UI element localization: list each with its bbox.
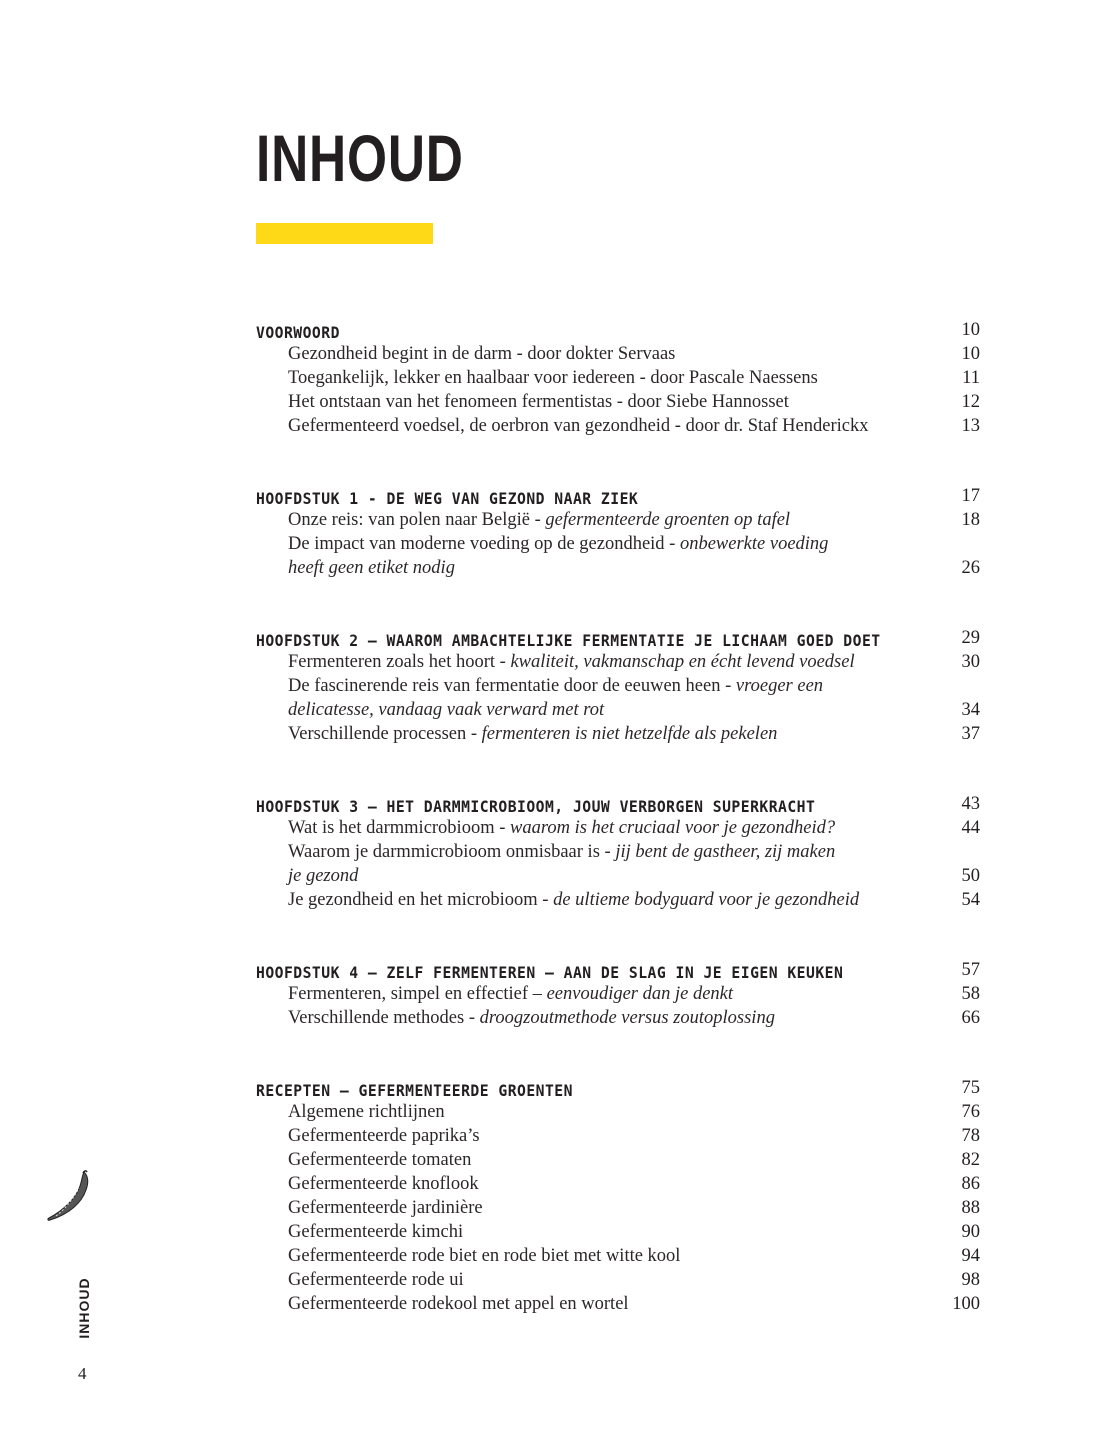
entry-title [288,532,828,556]
entry-title [288,1292,629,1316]
entry-subtitle: jij bent de gastheer, zij maken [615,842,836,862]
entry-page-number: 76 [961,1102,980,1122]
toc-entry-row[interactable] [256,816,980,840]
entry-title [288,1268,464,1292]
toc-entry-row[interactable] [256,414,980,438]
entry-title [288,650,855,674]
entry-page-number: 54 [961,890,980,910]
toc-section [256,1076,980,1316]
entry-page-number: 34 [961,700,980,720]
entry-page-number: 86 [961,1174,980,1194]
section-heading: VOORWOORD [256,323,340,342]
section-page-number: 57 [961,960,980,980]
entry-title [288,390,789,414]
entry-title [288,674,823,698]
entry-title-main: Gefermenteerde kimchi [288,1222,464,1242]
entry-subtitle: eenvoudiger dan je denkt [546,984,734,1004]
entry-title-main: Gefermenteerde rode ui [288,1270,464,1290]
section-heading: HOOFDSTUK 3 – HET DARMMICROBIOOM, JOUW VERBORGEN SUPERKRACHT [256,797,816,816]
toc-entry-row[interactable] [256,1100,980,1124]
entry-title [288,982,733,1006]
entry-page-number: 90 [961,1222,980,1242]
entry-title-main: Gefermenteerde jardinière [288,1198,483,1218]
entry-subtitle: je gezond [288,866,359,886]
entry-page-number: 12 [961,392,980,412]
section-page-number: 29 [961,628,980,648]
toc-entry-row[interactable] [256,674,980,698]
entry-title-main: Toegankelijk, lekker en haalbaar voor iedereen - door Pascale Naessens [288,368,818,388]
entry-title [288,414,868,438]
entry-page-number: 30 [961,652,980,672]
entry-page-number: 66 [961,1008,980,1028]
entry-title [288,864,358,888]
entry-subtitle: delicatesse, vandaag vaak verward met rot [288,700,605,720]
entry-page-number: 78 [961,1126,980,1146]
toc-entry-row[interactable] [256,840,980,864]
section-heading: RECEPTEN – GEFERMENTEERDE GROENTEN [256,1081,573,1100]
entry-title [288,342,675,366]
entry-title-main: Gezondheid begint in de darm - door dokter Servaas [288,344,676,364]
entry-title-main: Verschillende processen - [288,724,482,744]
entry-title [288,698,604,722]
toc-section [256,626,980,746]
entry-subtitle: de ultieme bodyguard voor je gezondheid [553,890,860,910]
toc-entry-row[interactable] [256,650,980,674]
toc-heading-row[interactable] [256,484,980,508]
section-page-number: 43 [961,794,980,814]
entry-page-number: 50 [961,866,980,886]
toc-section [256,484,980,580]
entry-page-number: 10 [961,344,980,364]
section-page-number: 17 [961,486,980,506]
entry-title [288,816,835,840]
entry-page-number: 37 [961,724,980,744]
chili-pepper-icon [44,1168,94,1224]
toc-entry-row[interactable] [256,366,980,390]
entry-title-main: Gefermenteerd voedsel, de oerbron van gezondheid - door dr. Staf Henderickx [288,416,869,436]
entry-title [288,1124,480,1148]
toc-entry-row[interactable] [256,1268,980,1292]
toc-entry-row[interactable] [256,508,980,532]
toc-entry-row[interactable] [256,342,980,366]
toc-entry-row[interactable] [256,1148,980,1172]
entry-subtitle: droogzoutmethode versus zoutoplossing [479,1008,775,1028]
accent-bar [256,223,433,244]
side-section-label: INHOUD [76,1277,92,1339]
entry-title-main: Wat is het darmmicrobioom - [288,818,510,838]
toc-entry-row[interactable] [256,1124,980,1148]
page-number: 4 [78,1364,87,1383]
section-heading: HOOFDSTUK 4 – ZELF FERMENTEREN – AAN DE SLAG IN JE EIGEN KEUKEN [256,963,844,982]
entry-title-main: De impact van moderne voeding op de gezondheid - [288,534,680,554]
entry-subtitle: kwaliteit, vakmanschap en écht levend voedsel [510,652,855,672]
entry-title [288,1172,479,1196]
entry-title-main: Algemene richtlijnen [288,1102,445,1122]
toc-heading-row[interactable] [256,958,980,982]
entry-page-number: 94 [961,1246,980,1266]
toc-heading-row[interactable] [256,792,980,816]
toc-entry-row[interactable] [256,390,980,414]
entry-title-main: Fermenteren, simpel en effectief – [288,984,547,1004]
entry-subtitle: onbewerkte voeding [679,534,829,554]
toc-entry-row[interactable] [256,864,980,888]
entry-page-number: 100 [952,1294,980,1314]
entry-title [288,1220,463,1244]
entry-title-main: Gefermenteerde rode biet en rode biet met witte kool [288,1246,681,1266]
entry-title [288,722,777,746]
section-page-number: 75 [961,1078,980,1098]
entry-title-main: Verschillende methodes - [288,1008,480,1028]
entry-title [288,556,455,580]
toc-entry-row[interactable] [256,722,980,746]
toc-entry-row[interactable] [256,1172,980,1196]
entry-page-number: 88 [961,1198,980,1218]
toc-entry-row[interactable] [256,888,980,912]
toc-entry-row[interactable] [256,532,980,556]
toc-section [256,958,980,1030]
entry-title-main: Het ontstaan van het fenomeen fermentistas - door Siebe Hannosset [288,392,789,412]
toc-entry-row[interactable] [256,1292,980,1316]
entry-title [288,366,818,390]
entry-subtitle: heeft geen etiket nodig [288,558,455,578]
toc-entry-row[interactable] [256,556,980,580]
entry-title [288,1100,445,1124]
entry-title-main: De fascinerende reis van fermentatie door de eeuwen heen - [288,676,736,696]
entry-page-number: 26 [961,558,980,578]
entry-title [288,1006,775,1030]
entry-page-number: 11 [962,368,980,388]
entry-title-main: Gefermenteerde paprika’s [288,1126,480,1146]
toc-entry-row[interactable] [256,1196,980,1220]
entry-title-main: Onze reis: van polen naar België - [288,510,546,530]
entry-title [288,1148,471,1172]
entry-page-number: 98 [961,1270,980,1290]
entry-subtitle: vroeger een [735,676,824,696]
toc-heading-row[interactable] [256,1076,980,1100]
entry-title-main: Je gezondheid en het microbioom - [288,890,554,910]
entry-page-number: 18 [961,510,980,530]
toc-entry-row[interactable] [256,982,980,1006]
section-heading: HOOFDSTUK 1 - DE WEG VAN GEZOND NAAR ZIEK [256,489,639,508]
toc-entry-row[interactable] [256,1006,980,1030]
toc-heading-row[interactable] [256,626,980,650]
entry-title-main: Gefermenteerde tomaten [288,1150,472,1170]
entry-title-main: Waarom je darmmicrobioom onmisbaar is - [288,842,616,862]
toc-entry-row[interactable] [256,1244,980,1268]
table-of-contents [256,318,980,1362]
entry-title-main: Fermenteren zoals het hoort - [288,652,511,672]
section-heading: HOOFDSTUK 2 – WAAROM AMBACHTELIJKE FERMENTATIE JE LICHAAM GOED DOET [256,631,881,650]
toc-entry-row[interactable] [256,698,980,722]
entry-title [288,1196,483,1220]
page-title: INHOUD [256,121,464,195]
entry-subtitle: fermenteren is niet hetzelfde als pekelen [481,724,778,744]
entry-title [288,1244,680,1268]
entry-subtitle: waarom is het cruciaal voor je gezondheid? [510,818,836,838]
entry-page-number: 82 [961,1150,980,1170]
toc-heading-row[interactable] [256,318,980,342]
entry-title-main: Gefermenteerde knoflook [288,1174,479,1194]
entry-page-number: 44 [961,818,980,838]
entry-page-number: 58 [961,984,980,1004]
entry-title [288,888,859,912]
entry-subtitle: gefermenteerde groenten op tafel [545,510,791,530]
toc-entry-row[interactable] [256,1220,980,1244]
section-page-number: 10 [961,320,980,340]
toc-section [256,318,980,438]
entry-title [288,508,790,532]
entry-title-main: Gefermenteerde rodekool met appel en wortel [288,1294,629,1314]
toc-section [256,792,980,912]
entry-page-number: 13 [961,416,980,436]
entry-title [288,840,835,864]
